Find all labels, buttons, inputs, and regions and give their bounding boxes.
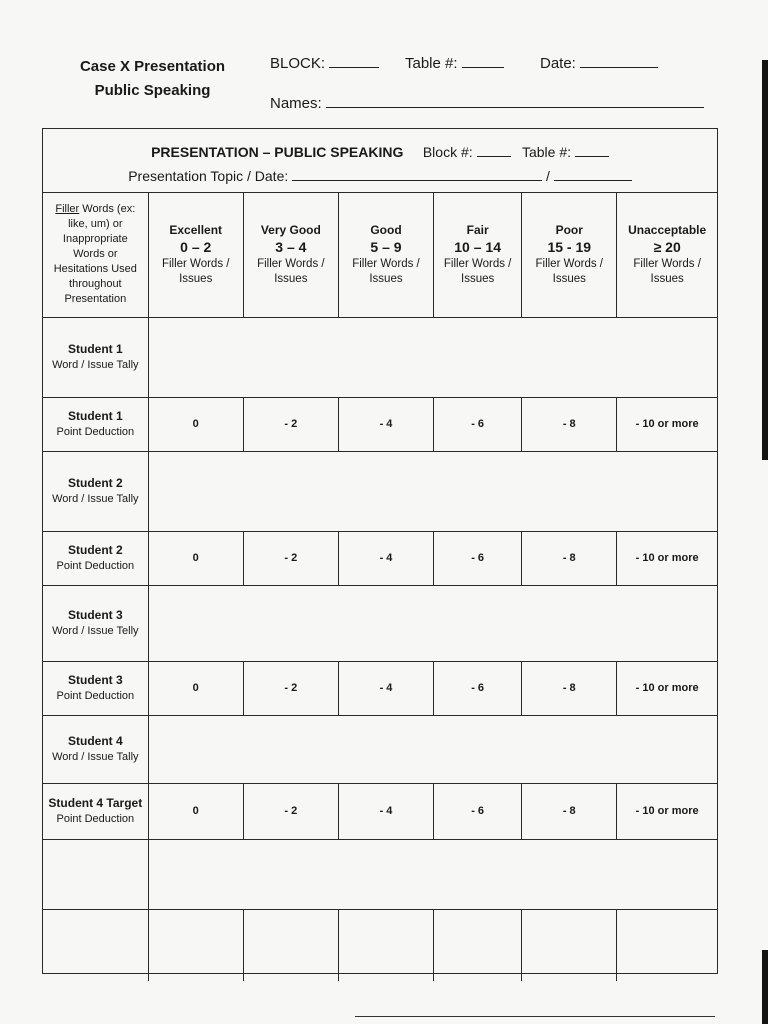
level-range: 10 – 14 [454, 238, 501, 255]
student-name: Student 4 [67, 733, 123, 748]
names-blank[interactable] [326, 94, 704, 108]
blank-cell[interactable] [338, 909, 433, 981]
deduction-cell[interactable]: - 8 [522, 661, 617, 715]
deduction-cell[interactable]: 0 [148, 531, 243, 585]
row-type: Word / Issue Tally [52, 358, 139, 371]
blank-cell[interactable] [148, 909, 243, 981]
student-2-tally-row [43, 451, 717, 531]
topic-label: Presentation Topic / Date: [128, 168, 289, 184]
student-1-deduction-row [43, 397, 717, 451]
deduction-cell[interactable]: 0 [148, 661, 243, 715]
rubric-grid [43, 193, 717, 981]
level-name: Good [370, 222, 402, 237]
table-field[interactable] [405, 54, 504, 72]
student-name: Student 3 [67, 607, 123, 622]
row-type: Point Deduction [56, 425, 135, 438]
row-label [43, 531, 148, 585]
criterion-cell [43, 193, 148, 317]
level-very-good [243, 193, 338, 317]
deduction-cell[interactable]: - 4 [338, 531, 433, 585]
blank-row [43, 909, 717, 981]
student-name: Student 2 [67, 475, 123, 490]
page-edge-shadow [762, 60, 768, 460]
level-excellent [148, 193, 243, 317]
student-name: Student 1 [67, 408, 123, 423]
level-name: Excellent [169, 222, 223, 237]
level-name: Fair [466, 222, 489, 237]
level-fair [434, 193, 522, 317]
row-label [43, 715, 148, 783]
blank-cell[interactable] [617, 909, 717, 981]
table-label: Table #: [405, 55, 458, 72]
student-name: Student 4 Target [48, 795, 143, 810]
deduction-cell[interactable]: 0 [148, 783, 243, 839]
row-type: Word / Issue Telly [52, 624, 139, 637]
table-blank[interactable] [462, 54, 504, 68]
level-name: Unacceptable [628, 222, 707, 237]
level-range: ≥ 20 [653, 238, 681, 255]
row-type: Word / Issue Tally [52, 750, 139, 763]
deduction-cell[interactable]: - 4 [338, 783, 433, 839]
student-name: Student 2 [67, 542, 123, 557]
deduction-cell[interactable]: - 4 [338, 661, 433, 715]
student-3-deduction-row [43, 661, 717, 715]
deduction-cell[interactable]: - 2 [243, 783, 338, 839]
topic-date-blank[interactable] [554, 167, 632, 181]
document-title [70, 55, 235, 103]
blank-cell[interactable] [434, 909, 522, 981]
row-label [43, 317, 148, 397]
row-label [43, 783, 148, 839]
rubric-block-blank[interactable] [477, 143, 511, 157]
criterion-underlined: Filler [55, 203, 80, 216]
blank-row [43, 839, 717, 909]
deduction-cell[interactable]: - 10 or more [617, 397, 717, 451]
date-blank[interactable] [580, 54, 658, 68]
title-line-1: Case X Presentation [79, 58, 226, 75]
student-name: Student 3 [67, 672, 123, 687]
tally-area[interactable] [148, 585, 717, 661]
tally-area[interactable] [148, 715, 717, 783]
level-range: 3 – 4 [275, 238, 307, 255]
rubric-topic-line [43, 167, 717, 184]
level-good [338, 193, 433, 317]
rubric-sheet [42, 128, 718, 974]
page-edge-shadow [762, 950, 768, 1024]
deduction-cell[interactable]: - 10 or more [617, 531, 717, 585]
level-unit: Filler Words / Issues [257, 257, 325, 285]
row-type: Point Deduction [56, 812, 135, 825]
student-2-deduction-row [43, 531, 717, 585]
row-type: Word / Issue Tally [52, 492, 139, 505]
deduction-cell[interactable]: 0 [148, 397, 243, 451]
deduction-cell[interactable]: - 6 [434, 783, 522, 839]
rubric-block-label: Block #: [422, 144, 473, 160]
deduction-cell[interactable]: - 6 [434, 661, 522, 715]
tally-area[interactable] [148, 451, 717, 531]
rubric-table-label: Table #: [521, 144, 572, 160]
deduction-cell[interactable]: - 8 [522, 531, 617, 585]
rubric-title-row [43, 129, 717, 193]
level-header-row [43, 193, 717, 317]
date-label: Date: [540, 55, 576, 72]
topic-blank[interactable] [292, 167, 542, 181]
level-name: Poor [555, 222, 583, 237]
row-label [43, 661, 148, 715]
deduction-cell[interactable]: - 6 [434, 397, 522, 451]
row-label [43, 397, 148, 451]
deduction-cell[interactable]: - 4 [338, 397, 433, 451]
level-unacceptable [617, 193, 717, 317]
topic-slash: / [546, 168, 550, 184]
names-field[interactable] [270, 94, 704, 112]
deduction-cell[interactable]: - 8 [522, 783, 617, 839]
level-name: Very Good [260, 222, 321, 237]
blank-label-cell[interactable] [43, 839, 148, 909]
blank-label-cell[interactable] [43, 909, 148, 981]
deduction-cell[interactable]: - 10 or more [617, 661, 717, 715]
rubric-title: PRESENTATION – PUBLIC SPEAKING [151, 144, 404, 160]
page-bottom-line [355, 1016, 715, 1017]
row-label [43, 451, 148, 531]
student-1-tally-row [43, 317, 717, 397]
rubric-title-line [43, 143, 717, 160]
level-unit: Filler Words / Issues [161, 257, 230, 285]
level-unit: Filler Words / Issues [352, 257, 420, 285]
row-label [43, 585, 148, 661]
level-unit: Filler Words / Issues [633, 257, 701, 285]
row-type: Point Deduction [56, 689, 135, 702]
date-field[interactable] [540, 54, 658, 72]
level-poor [522, 193, 617, 317]
deduction-cell[interactable]: - 6 [434, 531, 522, 585]
student-4-deduction-row [43, 783, 717, 839]
student-name: Student 1 [67, 341, 123, 356]
deduction-cell[interactable]: - 2 [243, 531, 338, 585]
blank-wide-cell[interactable] [148, 839, 717, 909]
student-4-tally-row [43, 715, 717, 783]
row-type: Point Deduction [56, 559, 135, 572]
block-field[interactable] [270, 54, 379, 72]
level-range: 5 – 9 [370, 238, 402, 255]
blank-cell[interactable] [243, 909, 338, 981]
deduction-cell[interactable]: - 10 or more [617, 783, 717, 839]
rubric-table-blank[interactable] [575, 143, 609, 157]
criterion-text: Words (ex: like, um) or Inappropriate Words or Hesitations Used throughout Presentation [53, 203, 137, 306]
block-label: BLOCK: [270, 55, 326, 72]
level-unit: Filler Words / Issues [443, 257, 512, 285]
level-unit: Filler Words / Issues [535, 257, 604, 285]
title-line-2: Public Speaking [94, 82, 211, 99]
deduction-cell[interactable]: - 8 [522, 397, 617, 451]
deduction-cell[interactable]: - 2 [243, 397, 338, 451]
block-blank[interactable] [329, 54, 379, 68]
names-label: Names: [270, 95, 322, 112]
level-range: 15 - 19 [547, 238, 592, 255]
student-3-tally-row [43, 585, 717, 661]
deduction-cell[interactable]: - 2 [243, 661, 338, 715]
blank-cell[interactable] [522, 909, 617, 981]
tally-area[interactable] [148, 317, 717, 397]
level-range: 0 – 2 [180, 238, 212, 255]
